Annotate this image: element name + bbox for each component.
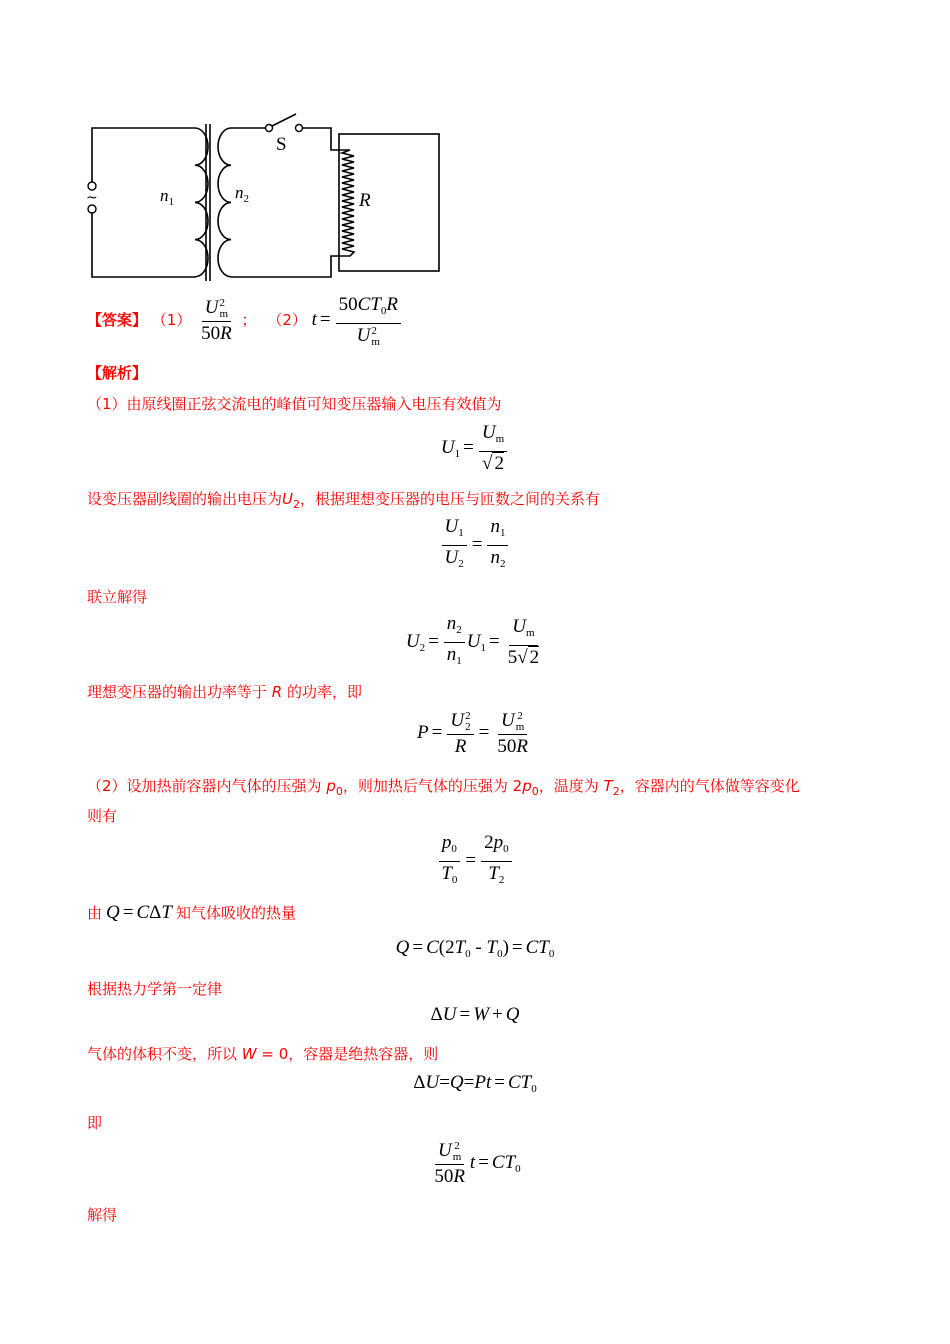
- answer-line: [87, 294, 403, 348]
- analysis-p5: （2）设加热前容器内气体的压强为 $p_0$，则加热后气体的压强为 $2p_0$，温度为 $T_2$，容器内的气体做等容变化: [87, 777, 800, 798]
- heat-formula-inline: Q = CΔT: [106, 902, 172, 923]
- answer-separator: ；: [241, 311, 257, 330]
- analysis-p3: 联立解得: [87, 588, 148, 606]
- analysis-p4: 理想变压器的输出功率等于 R 的功率，即: [87, 683, 363, 701]
- analysis-p6: 则有: [87, 807, 118, 825]
- resistor-label: R: [359, 190, 371, 211]
- analysis-p2: 设变压器副线圈的输出电压为$U_2$，根据理想变压器的电压与匝数之间的关系有: [87, 490, 601, 511]
- equation-u2: $U_2$ = $\frac{n_2}{n_1}$ $U_1$ = $\frac{U_m}{5√ 2}$: [405, 613, 540, 668]
- equation-power: P = U 2 2 R = U 2 m 50R: [417, 709, 528, 757]
- equation-energy: $\Delta U=Q=Pt = CT_0$: [413, 1072, 537, 1095]
- equation-first-law: ΔU = W + Q: [430, 1004, 520, 1025]
- n2-label: $n_2$: [235, 183, 249, 205]
- equation-isochoric: $\frac{p_0}{T_0}$ = $\frac{2p_0}{T_2}$: [0, 832, 950, 891]
- answer-part2-formula: t = $50CT_0R$ U 2 m: [312, 309, 403, 330]
- analysis-label: 【解析】: [87, 364, 148, 382]
- switch-label: S: [276, 134, 287, 155]
- equation-voltage-ratio: $\frac{U_1}{U_2}$ = $\frac{n_1}{n_2}$: [0, 516, 950, 575]
- equation-final: U 2 m 50R $t = CT_0$: [434, 1139, 521, 1187]
- equation-heat: $Q = C(2T_0 - T_0) = CT_0$: [395, 937, 555, 960]
- n1-label: $n_1$: [160, 186, 174, 208]
- analysis-p1: （1）由原线圈正弦交流电的峰值可知变压器输入电压有效值为: [87, 395, 502, 413]
- answer-label: 【答案】: [87, 311, 148, 330]
- answer-part2-label: （2）: [267, 311, 307, 330]
- analysis-p11: 解得: [87, 1206, 118, 1224]
- analysis-p10: 即: [87, 1114, 103, 1132]
- analysis-p9: 气体的体积不变，所以 W = 0，容器是绝热容器，则: [87, 1045, 439, 1063]
- answer-part1-label: （1）: [151, 311, 192, 330]
- ac-source-symbol: ~: [86, 190, 98, 206]
- answer-part1-formula: U 2 m 50R: [201, 296, 232, 344]
- analysis-p7: 由 Q = CΔT 知气体吸收的热量: [87, 902, 296, 923]
- transformer-circuit-diagram: [82, 112, 452, 288]
- analysis-p8: 根据热力学第一定律: [87, 980, 223, 998]
- equation-u1-effective: $U_1$ = $\frac{U_m}{√ 2}$: [0, 422, 950, 475]
